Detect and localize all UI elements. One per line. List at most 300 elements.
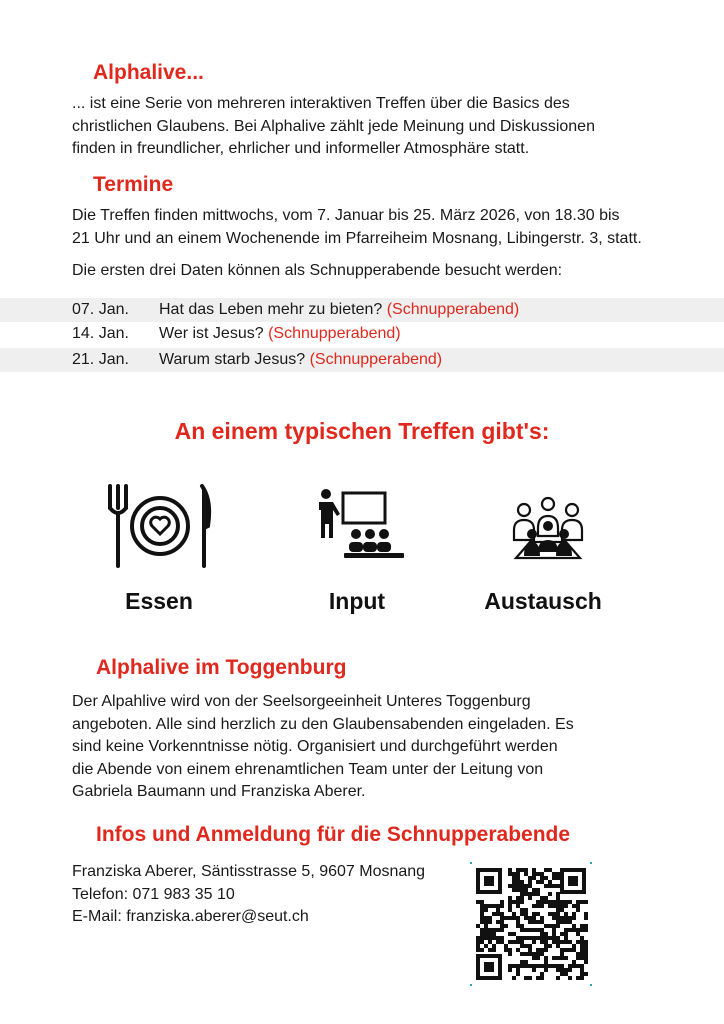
qr-module bbox=[484, 924, 488, 928]
qr-module bbox=[512, 900, 516, 904]
qr-module bbox=[548, 912, 552, 916]
qr-module bbox=[544, 956, 548, 960]
qr-module bbox=[500, 904, 504, 908]
qr-module bbox=[556, 900, 560, 904]
qr-module bbox=[492, 904, 496, 908]
qr-module bbox=[508, 908, 512, 912]
qr-module bbox=[520, 888, 524, 892]
qr-module bbox=[576, 976, 580, 980]
qr-module bbox=[480, 900, 484, 904]
qr-module bbox=[556, 908, 560, 912]
qr-module bbox=[552, 956, 556, 960]
qr-module bbox=[556, 940, 560, 944]
qr-module bbox=[516, 916, 520, 920]
qr-module bbox=[540, 876, 544, 880]
qr-module bbox=[512, 912, 516, 916]
qr-module bbox=[520, 928, 524, 932]
qr-module bbox=[488, 940, 492, 944]
qr-module bbox=[552, 900, 556, 904]
qr-module bbox=[508, 940, 512, 944]
qr-module bbox=[556, 924, 560, 928]
qr-module bbox=[560, 932, 564, 936]
qr-module bbox=[584, 940, 588, 944]
qr-module bbox=[480, 932, 484, 936]
qr-module bbox=[544, 924, 548, 928]
qr-module bbox=[544, 936, 548, 940]
qr-module bbox=[580, 936, 584, 940]
toggenburg-heading: Alphalive im Toggenburg bbox=[96, 656, 347, 679]
qr-module bbox=[548, 892, 552, 896]
icon-label-essen: Essen bbox=[125, 588, 193, 614]
qr-module bbox=[584, 924, 588, 928]
qr-module bbox=[564, 936, 568, 940]
qr-module bbox=[508, 932, 512, 936]
qr-module bbox=[480, 936, 484, 940]
qr-module bbox=[516, 964, 520, 968]
qr-module bbox=[516, 888, 520, 892]
qr-module bbox=[508, 884, 512, 888]
qr-module bbox=[512, 932, 516, 936]
qr-module bbox=[540, 872, 544, 876]
qr-module bbox=[500, 940, 504, 944]
intro-heading: Alphalive... bbox=[93, 61, 204, 84]
qr-module bbox=[528, 928, 532, 932]
qr-module bbox=[540, 936, 544, 940]
qr-module bbox=[584, 900, 588, 904]
qr-module bbox=[532, 920, 536, 924]
qr-module bbox=[524, 872, 528, 876]
qr-module bbox=[524, 868, 528, 872]
qr-module bbox=[508, 916, 512, 920]
schnupper-tag: (Schnupperabend) bbox=[309, 351, 443, 368]
qr-module bbox=[520, 892, 524, 896]
contact-email[interactable]: E-Mail: franziska.aberer@seut.ch bbox=[72, 908, 309, 925]
qr-module bbox=[532, 964, 536, 968]
qr-module bbox=[476, 940, 480, 944]
qr-module bbox=[564, 904, 568, 908]
qr-module bbox=[528, 976, 532, 980]
qr-module bbox=[564, 968, 568, 972]
qr-module bbox=[484, 916, 488, 920]
qr-module bbox=[568, 916, 572, 920]
qr-module bbox=[492, 932, 496, 936]
qr-module bbox=[528, 944, 532, 948]
group-discussion-icon bbox=[510, 496, 586, 562]
qr-module bbox=[552, 964, 556, 968]
schedule-row bbox=[0, 348, 724, 372]
qr-module bbox=[544, 900, 548, 904]
qr-module bbox=[560, 904, 564, 908]
schnupper-tag: (Schnupperabend) bbox=[386, 301, 520, 318]
qr-module bbox=[520, 960, 524, 964]
qr-module bbox=[480, 940, 484, 944]
qr-module bbox=[576, 956, 580, 960]
qr-module bbox=[540, 932, 544, 936]
qr-module bbox=[568, 900, 572, 904]
qr-module bbox=[536, 872, 540, 876]
qr-module bbox=[560, 940, 564, 944]
qr-module bbox=[540, 900, 544, 904]
qr-module bbox=[564, 912, 568, 916]
qr-module bbox=[516, 924, 520, 928]
qr-module bbox=[524, 964, 528, 968]
qr-module bbox=[572, 904, 576, 908]
qr-module bbox=[564, 920, 568, 924]
qr-module bbox=[496, 940, 500, 944]
qr-module bbox=[484, 932, 488, 936]
qr-module bbox=[516, 880, 520, 884]
qr-module bbox=[504, 916, 508, 920]
qr-module bbox=[576, 940, 580, 944]
qr-module bbox=[564, 956, 568, 960]
qr-module bbox=[556, 920, 560, 924]
qr-module bbox=[540, 964, 544, 968]
qr-module bbox=[544, 868, 548, 872]
qr-module bbox=[548, 880, 552, 884]
qr-module bbox=[516, 904, 520, 908]
schedule-date: 14. Jan. bbox=[72, 325, 129, 342]
qr-module bbox=[524, 944, 528, 948]
qr-module bbox=[580, 976, 584, 980]
qr-module bbox=[524, 884, 528, 888]
qr-module bbox=[556, 876, 560, 880]
qr-module bbox=[528, 880, 532, 884]
schedule-row bbox=[0, 322, 724, 346]
qr-module bbox=[480, 948, 484, 952]
qr-module bbox=[532, 968, 536, 972]
qr-module bbox=[492, 936, 496, 940]
qr-module bbox=[584, 948, 588, 952]
icon-label-austausch: Austausch bbox=[484, 588, 602, 614]
qr-module bbox=[532, 936, 536, 940]
qr-module bbox=[540, 896, 544, 900]
qr-module bbox=[520, 868, 524, 872]
qr-module bbox=[540, 940, 544, 944]
qr-module bbox=[496, 936, 500, 940]
intro-text bbox=[72, 93, 595, 161]
intro-line: christlichen Glaubens. Bei Alphalive zählt jede Meinung und Diskussionen bbox=[72, 117, 595, 135]
qr-module bbox=[516, 936, 520, 940]
qr-module bbox=[576, 904, 580, 908]
qr-module bbox=[500, 916, 504, 920]
qr-module bbox=[560, 916, 564, 920]
qr-module bbox=[512, 884, 516, 888]
qr-module bbox=[536, 880, 540, 884]
qr-module bbox=[548, 964, 552, 968]
qr-module bbox=[492, 948, 496, 952]
qr-module bbox=[556, 912, 560, 916]
presentation-audience-icon bbox=[316, 488, 406, 560]
qr-module bbox=[484, 904, 488, 908]
qr-module bbox=[512, 940, 516, 944]
qr-module bbox=[516, 876, 520, 880]
qr-module bbox=[584, 912, 588, 916]
qr-module bbox=[548, 944, 552, 948]
typical-heading: An einem typischen Treffen gibt's: bbox=[174, 418, 550, 444]
qr-module bbox=[552, 932, 556, 936]
qr-module bbox=[504, 948, 508, 952]
qr-module bbox=[480, 928, 484, 932]
schedule-date: 07. Jan. bbox=[72, 301, 129, 318]
qr-module bbox=[516, 968, 520, 972]
qr-module bbox=[548, 904, 552, 908]
qr-module bbox=[556, 916, 560, 920]
qr-module bbox=[536, 928, 540, 932]
qr-module bbox=[544, 884, 548, 888]
qr-module bbox=[536, 936, 540, 940]
qr-module bbox=[580, 964, 584, 968]
qr-module bbox=[520, 880, 524, 884]
qr-module bbox=[532, 904, 536, 908]
qr-module bbox=[584, 944, 588, 948]
qr-module bbox=[480, 920, 484, 924]
qr-module bbox=[512, 888, 516, 892]
qr-module bbox=[508, 952, 512, 956]
qr-module bbox=[560, 968, 564, 972]
qr-module bbox=[576, 964, 580, 968]
schedule-date: 21. Jan. bbox=[72, 351, 129, 368]
qr-module bbox=[572, 912, 576, 916]
qr-module bbox=[580, 924, 584, 928]
contact-block bbox=[72, 861, 425, 929]
qr-module bbox=[476, 924, 480, 928]
qr-module bbox=[556, 872, 560, 876]
qr-module bbox=[532, 940, 536, 944]
qr-module bbox=[488, 928, 492, 932]
intro-line: ... ist eine Serie von mehreren interaktiven Treffen über die Basics des bbox=[72, 95, 570, 112]
qr-module bbox=[580, 928, 584, 932]
qr-code[interactable] bbox=[470, 862, 592, 986]
qr-module bbox=[512, 916, 516, 920]
schedule-title: Hat das Leben mehr zu bieten? (Schnupperabend) bbox=[159, 301, 520, 318]
qr-module bbox=[568, 928, 572, 932]
qr-module bbox=[520, 964, 524, 968]
schedule-row bbox=[0, 298, 724, 322]
qr-module bbox=[524, 936, 528, 940]
qr-module bbox=[544, 876, 548, 880]
qr-module bbox=[556, 884, 560, 888]
qr-module bbox=[484, 936, 488, 940]
qr-module bbox=[484, 908, 488, 912]
qr-module bbox=[496, 920, 500, 924]
qr-module bbox=[576, 900, 580, 904]
qr-module bbox=[556, 896, 560, 900]
qr-module bbox=[580, 900, 584, 904]
qr-module bbox=[564, 928, 568, 932]
qr-module bbox=[492, 944, 496, 948]
qr-module bbox=[512, 876, 516, 880]
qr-module bbox=[524, 912, 528, 916]
toggenburg-text bbox=[72, 691, 574, 804]
qr-module bbox=[532, 892, 536, 896]
termine-text bbox=[72, 205, 642, 250]
qr-module bbox=[560, 956, 564, 960]
qr-module bbox=[568, 940, 572, 944]
qr-module bbox=[532, 912, 536, 916]
qr-module bbox=[488, 936, 492, 940]
qr-module bbox=[500, 936, 504, 940]
intro-line: finden in freundlicher, ehrlicher und informeller Atmosphäre statt. bbox=[72, 140, 530, 157]
qr-module bbox=[572, 960, 576, 964]
qr-module bbox=[536, 888, 540, 892]
qr-module bbox=[544, 960, 548, 964]
qr-module bbox=[484, 944, 488, 948]
qr-module bbox=[520, 944, 524, 948]
qr-module bbox=[540, 880, 544, 884]
qr-module bbox=[532, 868, 536, 872]
qr-module bbox=[516, 972, 520, 976]
qr-module bbox=[496, 928, 500, 932]
qr-module bbox=[536, 920, 540, 924]
qr-module bbox=[572, 948, 576, 952]
qr-module bbox=[548, 868, 552, 872]
qr-module bbox=[516, 948, 520, 952]
qr-module bbox=[536, 904, 540, 908]
qr-module bbox=[512, 964, 516, 968]
qr-module bbox=[500, 924, 504, 928]
qr-module bbox=[476, 948, 480, 952]
qr-module bbox=[496, 908, 500, 912]
qr-module bbox=[536, 900, 540, 904]
qr-module bbox=[576, 908, 580, 912]
qr-module bbox=[496, 912, 500, 916]
toggenburg-line: die Abende von einem ehrenamtlichen Team unter der Leitung von bbox=[72, 760, 544, 778]
qr-module bbox=[512, 976, 516, 980]
qr-module bbox=[584, 928, 588, 932]
qr-module bbox=[528, 876, 532, 880]
qr-module bbox=[524, 928, 528, 932]
schedule-title: Wer ist Jesus? (Schnupperabend) bbox=[159, 325, 401, 342]
termine-line: 21 Uhr und an einem Wochenende im Pfarreiheim Mosnang, Libingerstr. 3, statt. bbox=[72, 229, 642, 247]
qr-module bbox=[552, 872, 556, 876]
qr-module bbox=[480, 916, 484, 920]
qr-module bbox=[552, 876, 556, 880]
qr-module bbox=[552, 940, 556, 944]
toggenburg-line: sind keine Vorkenntnisse nötig. Organisiert und durchgeführt werden bbox=[72, 738, 558, 755]
contact-phone: Telefon: 071 983 35 10 bbox=[72, 885, 235, 903]
qr-module bbox=[500, 928, 504, 932]
qr-module bbox=[560, 952, 564, 956]
qr-module bbox=[568, 920, 572, 924]
qr-module bbox=[528, 920, 532, 924]
qr-module bbox=[580, 944, 584, 948]
qr-module bbox=[532, 956, 536, 960]
qr-module bbox=[556, 968, 560, 972]
qr-module bbox=[540, 952, 544, 956]
qr-module bbox=[552, 916, 556, 920]
qr-module bbox=[484, 920, 488, 924]
qr-module bbox=[528, 896, 532, 900]
qr-module bbox=[536, 948, 540, 952]
qr-module bbox=[520, 884, 524, 888]
qr-module bbox=[564, 932, 568, 936]
qr-module bbox=[540, 948, 544, 952]
qr-module bbox=[536, 964, 540, 968]
qr-module bbox=[492, 928, 496, 932]
qr-module bbox=[528, 916, 532, 920]
contact-address: Franziska Aberer, Säntisstrasse 5, 9607 Mosnang bbox=[72, 863, 426, 880]
qr-module bbox=[580, 968, 584, 972]
qr-module bbox=[524, 976, 528, 980]
qr-module bbox=[516, 872, 520, 876]
qr-module bbox=[512, 872, 516, 876]
qr-module bbox=[556, 956, 560, 960]
qr-module bbox=[564, 940, 568, 944]
qr-module bbox=[564, 900, 568, 904]
toggenburg-line: Gabriela Baumann und Franziska Aberer. bbox=[72, 783, 366, 800]
termine-line: Die Treffen finden mittwochs, vom 7. Januar bis 25. März 2026, von 18.30 bis bbox=[72, 207, 620, 224]
toggenburg-line: Der Alpahlive wird von der Seelsorgeeinheit Unteres Toggenburg bbox=[72, 693, 531, 710]
qr-module bbox=[556, 904, 560, 908]
qr-module bbox=[544, 896, 548, 900]
qr-module bbox=[580, 972, 584, 976]
qr-module bbox=[508, 904, 512, 908]
qr-module bbox=[508, 948, 512, 952]
qr-module bbox=[560, 972, 564, 976]
qr-module bbox=[584, 952, 588, 956]
qr-module bbox=[516, 868, 520, 872]
qr-module bbox=[548, 884, 552, 888]
qr-module bbox=[540, 976, 544, 980]
qr-module bbox=[556, 944, 560, 948]
qr-module bbox=[520, 900, 524, 904]
qr-module bbox=[552, 928, 556, 932]
qr-module bbox=[492, 912, 496, 916]
qr-module bbox=[536, 892, 540, 896]
qr-module bbox=[532, 952, 536, 956]
qr-module bbox=[528, 948, 532, 952]
qr-module bbox=[536, 912, 540, 916]
qr-module bbox=[576, 928, 580, 932]
qr-module bbox=[552, 924, 556, 928]
qr-module bbox=[520, 908, 524, 912]
qr-module bbox=[564, 972, 568, 976]
qr-module bbox=[576, 952, 580, 956]
qr-module bbox=[552, 912, 556, 916]
qr-module bbox=[568, 964, 572, 968]
qr-module bbox=[516, 884, 520, 888]
qr-module bbox=[572, 928, 576, 932]
qr-module bbox=[568, 948, 572, 952]
qr-module bbox=[528, 892, 532, 896]
qr-module bbox=[504, 924, 508, 928]
qr-module bbox=[476, 936, 480, 940]
qr-module bbox=[532, 928, 536, 932]
qr-module bbox=[488, 932, 492, 936]
qr-module bbox=[476, 900, 480, 904]
schnupper-tag: (Schnupperabend) bbox=[268, 325, 401, 342]
qr-module bbox=[500, 912, 504, 916]
termine-intro-line: Die ersten drei Daten können als Schnupperabende besucht werden: bbox=[72, 262, 563, 279]
qr-module bbox=[544, 968, 548, 972]
qr-module bbox=[508, 868, 512, 872]
qr-module bbox=[552, 904, 556, 908]
qr-module bbox=[544, 944, 548, 948]
qr-module bbox=[548, 936, 552, 940]
qr-module bbox=[524, 888, 528, 892]
qr-module bbox=[552, 936, 556, 940]
qr-module bbox=[520, 912, 524, 916]
qr-module bbox=[508, 900, 512, 904]
qr-module bbox=[572, 964, 576, 968]
schedule-title: Warum starb Jesus? (Schnupperabend) bbox=[159, 351, 443, 368]
qr-module bbox=[532, 876, 536, 880]
qr-module bbox=[560, 964, 564, 968]
qr-module bbox=[560, 908, 564, 912]
termine-heading: Termine bbox=[93, 173, 174, 196]
qr-module bbox=[512, 880, 516, 884]
qr-module bbox=[580, 952, 584, 956]
